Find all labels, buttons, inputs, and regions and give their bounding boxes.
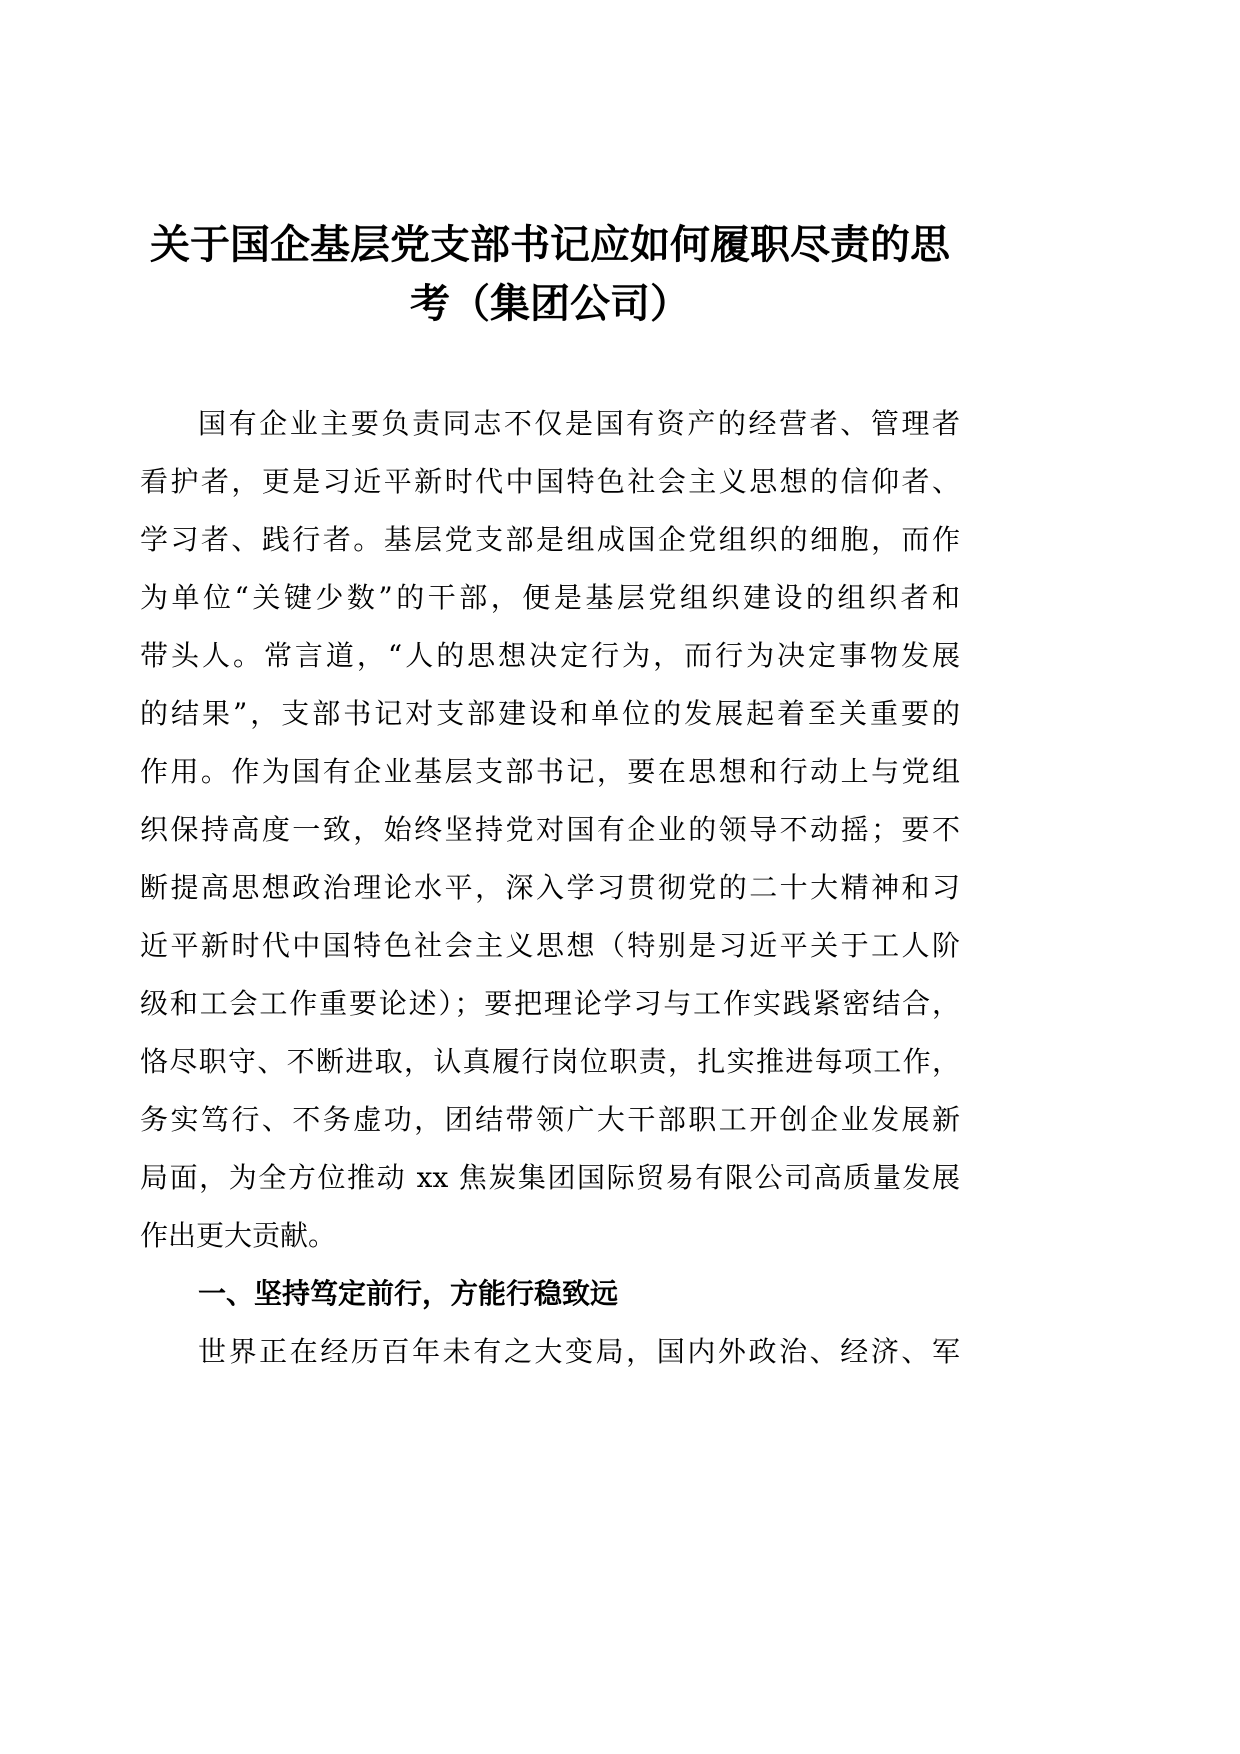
text-line: 恪尽职守、不断进取，认真履行岗位职责，扎实推进每项工作，	[140, 1045, 960, 1078]
paragraph-1	[140, 400, 960, 1270]
text-line: 为单位“关键少数”的干部，便是基层党组织建设的组织者和	[140, 581, 960, 614]
text-line: 世界正在经历百年未有之大变局，国内外政治、经济、军	[198, 1335, 960, 1368]
text-line: 看护者，更是习近平新时代中国特色社会主义思想的信仰者、	[140, 465, 960, 498]
title-line-2: 考（集团公司）	[410, 281, 690, 327]
text-line: 作用。作为国有企业基层支部书记，要在思想和行动上与党组	[140, 755, 960, 788]
text-line: 的结果”，支部书记对支部建设和单位的发展起着至关重要的	[140, 697, 960, 730]
document-title	[140, 216, 960, 334]
text-line: 级和工会工作重要论述）；要把理论学习与工作实践紧密结合，	[140, 987, 960, 1020]
text-line: 国有企业主要负责同志不仅是国有资产的经营者、管理者	[198, 407, 960, 440]
text-line: 学习者、践行者。基层党支部是组成国企党组织的细胞，而作	[140, 523, 960, 556]
text-line: 织保持高度一致，始终坚持党对国有企业的领导不动摇；要不	[140, 813, 960, 846]
text-line: 带头人。常言道，“人的思想决定行为，而行为决定事物发展	[140, 639, 960, 672]
text-line: 局面，为全方位推动 xx 焦炭集团国际贸易有限公司高质量发展	[140, 1161, 960, 1194]
text-line: 务实笃行、不务虚功，团结带领广大干部职工开创企业发展新	[140, 1103, 960, 1136]
title-line-1: 关于国企基层党支部书记应如何履职尽责的思	[150, 222, 950, 268]
text-line: 作出更大贡献。	[140, 1219, 337, 1252]
document-body	[140, 400, 960, 1386]
text-line: 断提高思想政治理论水平，深入学习贯彻党的二十大精神和习	[140, 871, 960, 904]
section-heading-1: 一、坚持笃定前行，方能行稳致远	[198, 1277, 619, 1310]
text-line: 近平新时代中国特色社会主义思想（特别是习近平关于工人阶	[140, 929, 960, 962]
